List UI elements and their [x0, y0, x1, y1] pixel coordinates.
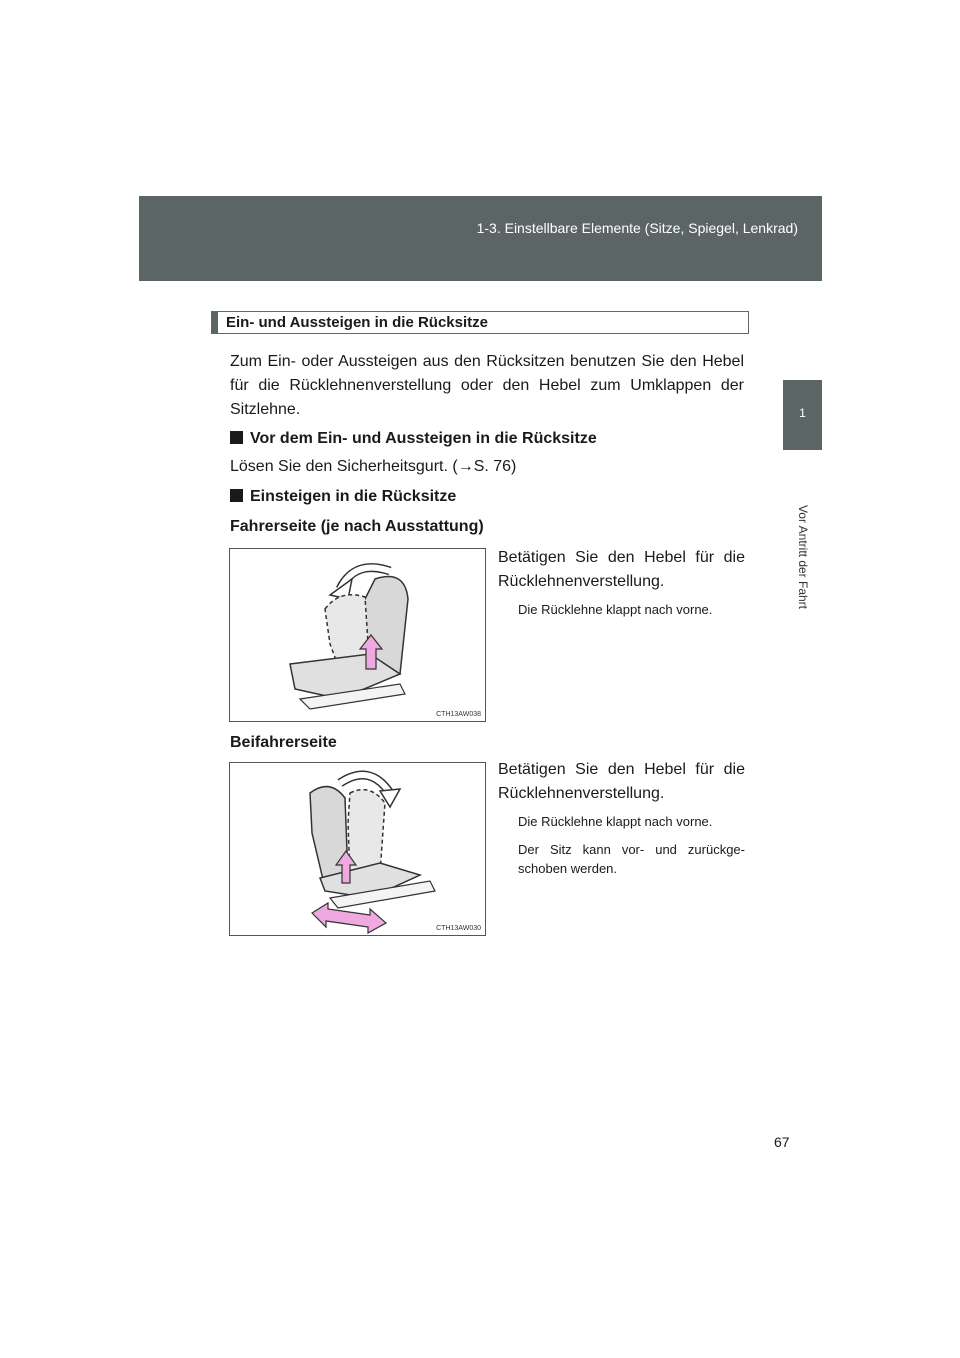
passenger-side-label: Beifahrerseite: [230, 734, 337, 751]
passenger-instruction: Betätigen Sie den Hebel für die Rücklehnenverstellung.: [498, 761, 745, 802]
section-heading: [211, 311, 749, 334]
driver-note: Die Rücklehne klappt nach vorne.: [518, 602, 713, 617]
passenger-seat-figure: [229, 762, 486, 936]
before-text: Lösen Sie den Sicherheitsgurt. (→S. 76): [230, 458, 517, 475]
figure-code: CTH13AW038: [436, 711, 481, 718]
figure-code: CTH13AW030: [436, 925, 481, 932]
square-bullet-icon: [230, 489, 243, 502]
driver-seat-figure: [229, 548, 486, 722]
subheading-before-text: Vor dem Ein- und Aussteigen in die Rücksitze: [250, 430, 597, 447]
subheading-before: [230, 430, 597, 448]
header-band: [139, 196, 822, 281]
seat-fold-illustration: [230, 549, 487, 723]
chapter-label: Vor Antritt der Fahrt: [796, 504, 810, 610]
header-title: 1-3. Einstellbare Elemente (Sitze, Spiegel, Lenkrad): [476, 220, 798, 236]
subheading-entering: [230, 488, 456, 506]
section-heading-bar: [212, 312, 218, 333]
square-bullet-icon: [230, 431, 243, 444]
passenger-note-1: Die Rücklehne klappt nach vorne.: [518, 814, 713, 829]
passenger-note-2: Der Sitz kann vor- und zurückge-schoben werden.: [518, 842, 745, 876]
chapter-tab: [783, 380, 822, 450]
driver-instruction: Betätigen Sie den Hebel für die Rücklehnenverstellung.: [498, 549, 745, 590]
section-title: Ein- und Aussteigen in die Rücksitze: [226, 314, 488, 331]
page-number: 67: [774, 1134, 790, 1150]
chapter-tab-number: 1: [799, 406, 806, 420]
driver-side-label: Fahrerseite (je nach Ausstattung): [230, 518, 484, 535]
intro-paragraph: Zum Ein- oder Aussteigen aus den Rücksitzen benutzen Sie den Hebel für die Rücklehnenverstellung oder den Hebel zum Umklappen der Sitzlehne.: [230, 353, 744, 418]
seat-slide-illustration: [230, 763, 487, 937]
subheading-entering-text: Einsteigen in die Rücksitze: [250, 488, 457, 505]
